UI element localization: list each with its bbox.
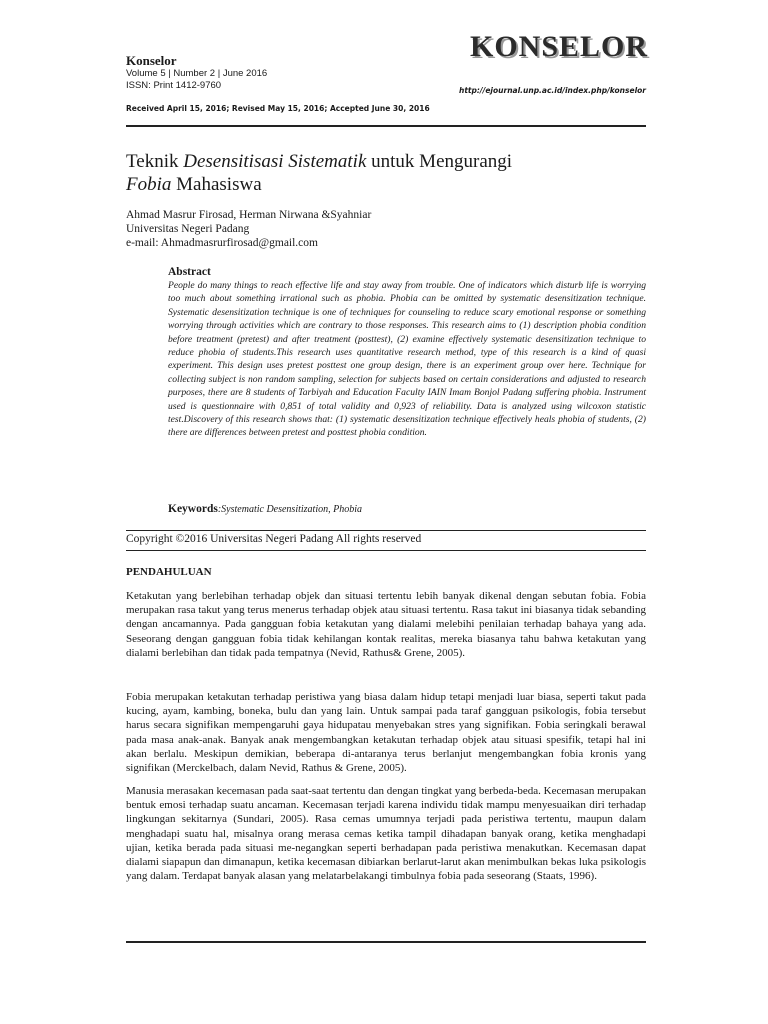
copyright-divider-top <box>126 530 646 531</box>
section-heading: PENDAHULUAN <box>126 566 212 578</box>
footer-divider <box>126 941 646 943</box>
intro-paragraph-1: Ketakutan yang berlebihan terhadap objek dan situasi tertentu lebih banyak dikenal dengan sebutan fobia. Fobia merupakan rasa takut yang terus menerus terhadap objek atau situasi tertentu. Rasa takut ini biasanya tidak sebanding dengan ancamannya. Pada gangguan fobia ketakutan yang dialami melebihi penilaian terhadap bahaya yang ada. Seseorang dengan gangguan fobia tidak kehilangan kontak realitas, mereka biasanya tahu bahwa ketakutan yang dialami berlebihan dan tidak pada tempatnya (Nevid, Rathus& Grene, 2005). <box>126 590 646 659</box>
copyright-notice: Copyright ©2016 Universitas Negeri Padang All rights reserved <box>126 533 422 545</box>
keywords <box>168 503 362 515</box>
abstract-body: People do many things to reach effective life and stay away from trouble. One of indicators which disturb life is worrying too much about something irrational such as phobia. Phobia can be omitted by systematic desensitization technique. Systematic desensitization technique is one of techniques for counseling to reduce scary emotional response or something worrying through activities which are contrary to those responses. This research aims to (1) description phobia condition before treatment (pretest) and after treatment (posttest), (2) examine effectively systematic desensitization technique to reduce phobia of students.This research uses quantitative research method, type of this research is a kind of quasi experiment. This design uses pretest posttest one group design, there is an experiment group over here. Technique for collecting subject is non random sampling, selection for subjects based on certain considerations and adjusted to research purposes, there are 8 students of Tarbiyah and Education Faculty IAIN Imam Bonjol Padang suffering phobia. Instrument used is questionnaire with 0,851 of total validity and 0,923 of reliability. Data is analyzed using wilcoxon statistic test.Discovery of this research shows that: (1) systematic desensitization technique effectively heals phobia of students, (2) there are differences between pretest and posttest phobia condition. <box>168 280 646 439</box>
intro-paragraph-3: Manusia merasakan kecemasan pada saat-saat tertentu dan dengan tingkat yang berbeda-beda. Kecemasan merupakan bentuk emosi terhadap suatu ancaman. Kecemasan terjadi karena individu tidak mampu menyesuaikan diri terhadap lingkungan sekitarnya (Sundari, 2005). Rasa cemas umumnya terjadi pada peristiwa tertentu, maupun dalam menghadapi suatu hal, misalnya orang merasa cemas ketika tampil dihadapan banyak orang, ketika menghadapi ujian, ketika berada pada situasi me-negangkan seperti berhadapan pada peristiwa menakutkan. Kecemasan dapat dialami siapapun dan dimanapun, ketika kecemasan dibiarkan berlarut-larut akan menimbulkan bekas luka psikologis yang dalam. Terdapat banyak alasan yang melatarbelakangi timbulnya fobia pada seseorang (Staats, 1996). <box>126 785 646 883</box>
copyright-divider-bottom <box>126 550 646 551</box>
issn-info: ISSN: Print 1412-9760 <box>126 80 222 91</box>
journal-url[interactable]: http://ejournal.unp.ac.id/index.php/konselor <box>458 86 646 95</box>
abstract-heading: Abstract <box>168 266 211 278</box>
article-title: Teknik Desensitisasi Sistematik untuk Mengurangi Fobia Mahasiswa <box>126 151 513 195</box>
volume-info: Volume 5 | Number 2 | June 2016 <box>126 68 268 79</box>
keywords-label: Keywords <box>168 503 218 515</box>
header-divider <box>126 125 646 127</box>
keywords-text: :Systematic Desensitization, Phobia <box>217 504 362 515</box>
journal-name: Konselor <box>126 53 177 68</box>
affiliation: Universitas Negeri Padang <box>126 223 250 235</box>
author-email[interactable]: e-mail: Ahmadmasrurfirosad@gmail.com <box>126 237 318 249</box>
journal-logo: KONSELOR <box>470 30 649 63</box>
submission-dates: Received April 15, 2016; Revised May 15, 2016; Accepted June 30, 2016 <box>126 104 430 113</box>
authors: Ahmad Masrur Firosad, Herman Nirwana &Syahniar <box>126 209 372 221</box>
intro-paragraph-2: Fobia merupakan ketakutan terhadap peristiwa yang biasa dalam hidup tetapi menjadi luar biasa, seperti takut pada kucing, ayam, kambing, boneka, bulu dan yang lain. Untuk sampai pada taraf gangguan psikologis, fobia tersebut harus secara signifikan mempengaruhi gaya hidupatau menyebakan stres yang signifikan. Fobia seringkali berawal pada masa anak-anak. Banyak anak mengembangkan ketakutan terhadap objek atau situasi spesifik, tetapi hal ini akan berlalu. Meskipun demikian, beberapa di-antaranya terus berlanjut mengembangkan fobia kronis yang signifikan (Merckelbach, dalam Nevid, Rathus & Grene, 2005). <box>126 691 646 775</box>
